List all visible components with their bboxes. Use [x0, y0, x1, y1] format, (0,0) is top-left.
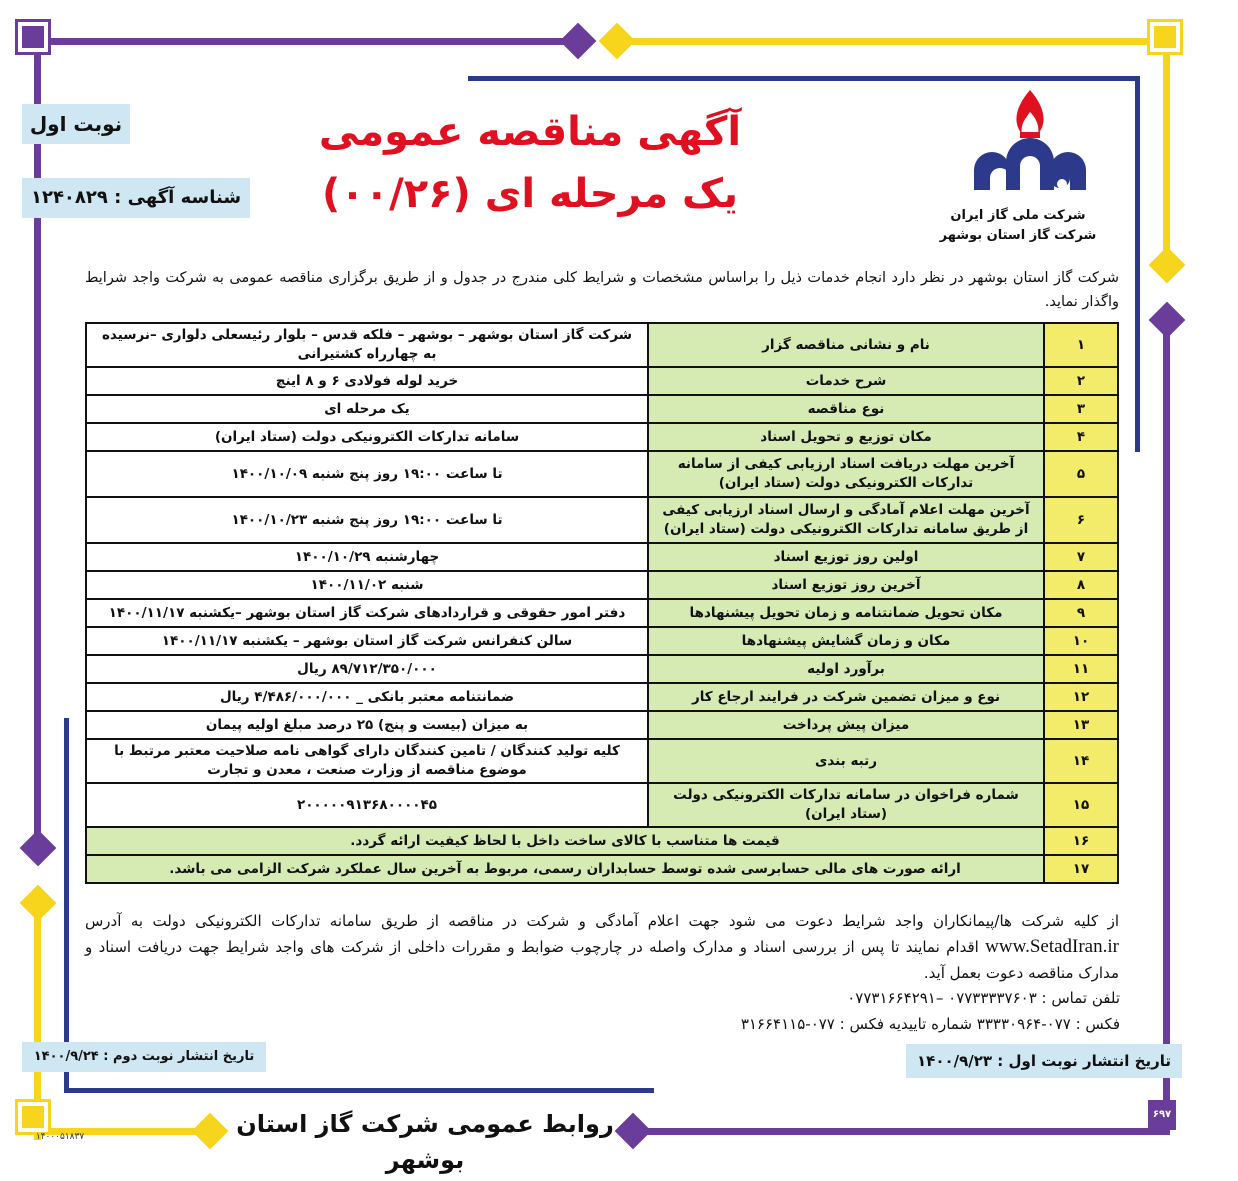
table-row [86, 627, 1118, 655]
frame-diamond [1149, 247, 1186, 284]
row-note: ارائه صورت های مالی حسابرسی شده توسط حسابداران رسمی، مربوط به آخرین سال عملکرد شرکت الزامی می باشد. [86, 855, 1044, 883]
footer-code-text: ۱۴۰۰۰۵۱۸۳۷ [35, 1132, 85, 1142]
row-label: مکان توزیع و تحویل اسناد [648, 423, 1044, 451]
row-label: اولین روز توزیع اسناد [648, 543, 1044, 571]
row-value: چهارشنبه ۱۴۰۰/۱۰/۲۹ [86, 543, 648, 571]
table-row [86, 451, 1118, 497]
row-number: ۱۷ [1044, 855, 1118, 883]
row-number: ۱۶ [1044, 827, 1118, 855]
row-label: مکان و زمان گشایش پیشنهادها [648, 627, 1044, 655]
row-number: ۱۵ [1044, 783, 1118, 827]
row-number: ۹ [1044, 599, 1118, 627]
row-value: ۲۰۰۰۰۰۹۱۳۶۸۰۰۰۰۴۵ [86, 783, 648, 827]
row-value: دفتر امور حقوقی و قراردادهای شرکت گاز استان بوشهر –یکشنبه ۱۴۰۰/۱۱/۱۷ [86, 599, 648, 627]
intro-paragraph: شرکت گاز استان بوشهر در نظر دارد انجام خدمات ذیل را براساس مشخصات و شرایط کلی مندرج در جدول و از طریق برگزاری مناقصه عمومی به شرکت واجد شرایط واگذار نماید. [85, 270, 1119, 310]
row-number: ۷ [1044, 543, 1118, 571]
frame-diamond [560, 23, 597, 60]
frame-diamond [20, 885, 57, 922]
first-pub-date: تاریخ انتشار نوبت اول : ۱۴۰۰/۹/۲۳ [917, 1052, 1171, 1070]
row-label: رتبه بندی [648, 739, 1044, 783]
frame-diamond [20, 830, 57, 867]
corner-square [18, 1102, 48, 1132]
table-row [86, 543, 1118, 571]
frame-diamond [615, 1113, 652, 1150]
row-label: شرح خدمات [648, 367, 1044, 395]
invite-text: از کلیه شرکت ها/پیمانکاران واجد شرایط دعوت می شود جهت اعلام آمادگی و شرکت در مناقصه از طریق سامانه تدارکات الکترونیکی دولت به آدرس [85, 912, 1119, 930]
table-row [86, 395, 1118, 423]
row-number: ۱۰ [1044, 627, 1118, 655]
row-note: قیمت ها متناسب با کالای ساخت داخل با لحاظ کیفیت ارائه گردد. [86, 827, 1044, 855]
row-label: شماره فراخوان در سامانه تدارکات الکترونیکی دولت (ستاد ایران) [648, 783, 1044, 827]
first-pub-date-badge [906, 1044, 1182, 1078]
table-row [86, 599, 1118, 627]
second-pub-date-badge [22, 1042, 266, 1072]
row-number: ۱ [1044, 323, 1118, 367]
contact-fax: فکس : ۰۷۷-۳۳۳۳۰۹۶۴ شماره تاییدیه فکس : ۰۷۷-۳۱۶۶۴۱۱۵ [740, 1015, 1120, 1033]
row-value: تا ساعت ۱۹:۰۰ روز پنج شنبه ۱۴۰۰/۱۰/۲۳ [86, 497, 648, 543]
row-value: خرید لوله فولادی ۶ و ۸ اینچ [86, 367, 648, 395]
row-value: به میزان (بیست و پنج) ۲۵ درصد مبلغ اولیه پیمان [86, 711, 648, 739]
row-label: آخرین مهلت اعلام آمادگی و ارسال اسناد ارزیابی کیفی از طریق سامانه تدارکات الکترونیکی دولت (ستاد ایران) [648, 497, 1044, 543]
row-number: ۶ [1044, 497, 1118, 543]
table-row [86, 783, 1118, 827]
row-number: ۱۲ [1044, 683, 1118, 711]
table-row [86, 571, 1118, 599]
table-row [86, 497, 1118, 543]
row-label: برآورد اولیه [648, 655, 1044, 683]
page-title: آگهی مناقصه عمومی [318, 109, 742, 155]
invite-text-2: اقدام نمایند تا پس از بررسی اسناد و مدارک واصله در چارچوب ضوابط و مقررات داخلی از شرکت های واجد شرایط جهت دریافت اسناد و مدارک مناقصه دعوت بعمل آید. [85, 938, 1119, 982]
row-number: ۸ [1044, 571, 1118, 599]
table-row [86, 739, 1118, 783]
invite-paragraph [85, 908, 1119, 986]
contact-phone: تلفن تماس : ۰۷۷۳۳۳۳۷۶۰۳ –۰۷۷۳۱۶۶۴۲۹۱ [847, 989, 1120, 1007]
table-row [86, 827, 1118, 855]
company-name-line1: شرکت ملی گاز ایران [950, 208, 1086, 223]
company-name [930, 206, 1106, 246]
row-label: نام و نشانی مناقصه گزار [648, 323, 1044, 367]
table-row [86, 423, 1118, 451]
second-pub-date: تاریخ انتشار نوبت دوم : ۱۴۰۰/۹/۲۴ [33, 1049, 255, 1064]
row-value: تا ساعت ۱۹:۰۰ روز پنج شنبه ۱۴۰۰/۱۰/۰۹ [86, 451, 648, 497]
corner-square [18, 22, 48, 52]
table-row [86, 711, 1118, 739]
footer-title: روابط عمومی شرکت گاز استان بوشهر [236, 1110, 614, 1174]
table-row [86, 655, 1118, 683]
frame-diamond [599, 23, 636, 60]
ad-id-label: شناسه آگهی : ۱۲۴۰۸۲۹ [30, 187, 242, 208]
row-label: مکان تحویل ضمانتنامه و زمان تحویل پیشنهادها [648, 599, 1044, 627]
table-row [86, 367, 1118, 395]
company-name-line2: شرکت گاز استان بوشهر [939, 228, 1097, 243]
page-number: ۶۹۷ [1152, 1109, 1172, 1120]
row-number: ۵ [1044, 451, 1118, 497]
row-value: شرکت گاز استان بوشهر – بوشهر – فلکه قدس – بلوار رئیسعلی دلواری –نرسیده به چهارراه کشتیرانی [86, 323, 648, 367]
first-round-label: نوبت اول [29, 112, 123, 136]
row-number: ۲ [1044, 367, 1118, 395]
setad-url-link[interactable]: www.SetadIran.ir [985, 936, 1119, 957]
corner-square [1150, 22, 1180, 52]
table-row [86, 683, 1118, 711]
page-number-box [1148, 1100, 1176, 1130]
frame-diamond [192, 1113, 229, 1150]
company-logo [968, 86, 1092, 198]
row-label: نوع مناقصه [648, 395, 1044, 423]
row-value: سالن کنفرانس شرکت گاز استان بوشهر – یکشنبه ۱۴۰۰/۱۱/۱۷ [86, 627, 648, 655]
row-value: کلیه تولید کنندگان / تامین کنندگان دارای گواهی نامه صلاحیت معتبر مرتبط با موضوع مناقصه از وزارت صنعت ، معدن و تجارت [86, 739, 648, 783]
row-number: ۱۴ [1044, 739, 1118, 783]
table-row [86, 323, 1118, 367]
first-round-badge [22, 104, 130, 144]
row-label: نوع و میزان تضمین شرکت در فرایند ارجاع کار [648, 683, 1044, 711]
row-number: ۱۳ [1044, 711, 1118, 739]
ad-id-badge [22, 178, 250, 218]
row-value: یک مرحله ای [86, 395, 648, 423]
row-value: ۸۹/۷۱۲/۳۵۰/۰۰۰ ریال [86, 655, 648, 683]
tender-table [85, 322, 1119, 884]
row-number: ۴ [1044, 423, 1118, 451]
row-label: آخرین روز توزیع اسناد [648, 571, 1044, 599]
row-label: آخرین مهلت دریافت اسناد ارزیابی کیفی از سامانه تدارکات الکترونیکی دولت (ستاد ایران) [648, 451, 1044, 497]
row-value: ضمانتنامه معتبر بانکی _ ۴/۴۸۶/۰۰۰/۰۰۰ ریال [86, 683, 648, 711]
footer-code [20, 1132, 100, 1142]
table-row [86, 855, 1118, 883]
frame-diamond [1149, 302, 1186, 339]
row-label: میزان پیش پرداخت [648, 711, 1044, 739]
row-number: ۱۱ [1044, 655, 1118, 683]
row-value: شنبه ۱۴۰۰/۱۱/۰۲ [86, 571, 648, 599]
row-value: سامانه تدارکات الکترونیکی دولت (ستاد ایران) [86, 423, 648, 451]
row-number: ۳ [1044, 395, 1118, 423]
page-subtitle: یک مرحله ای (۰۰/۲۶) [321, 171, 738, 217]
